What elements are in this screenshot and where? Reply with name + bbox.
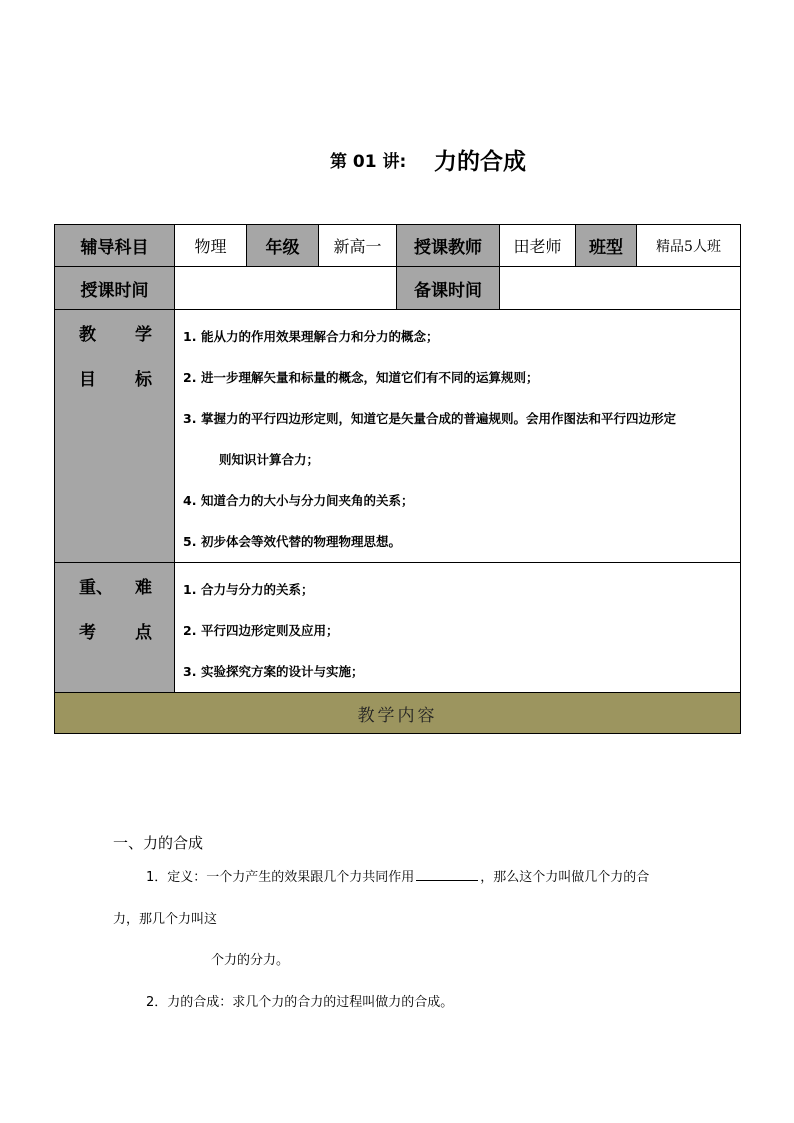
list-item: 1. 合力与分力的关系； [183, 582, 314, 597]
prep-time-label: 备课时间 [397, 267, 500, 310]
fill-in-blank [416, 868, 478, 881]
class-type-value: 精品5人班 [637, 225, 741, 267]
lesson-time-value [175, 267, 397, 310]
lecture-topic: 力的合成 [434, 149, 526, 175]
list-item: 2. 进一步理解矢量和标量的概念，知道它们有不同的运算规则； [183, 370, 539, 385]
section-title: 一、力的合成 [113, 834, 204, 852]
list-item: 4. 知道合力的大小与分力间夹角的关系； [183, 493, 414, 508]
objectives-label: 教 学 目 标 [55, 310, 175, 563]
keypoints-label: 重、 难 考 点 [55, 563, 175, 693]
teacher-value: 田老师 [500, 225, 576, 267]
list-item: 则知识计算合力； [219, 452, 320, 467]
table-row [55, 225, 741, 267]
lecture-title [0, 143, 794, 179]
list-item: 3. 实验探究方案的设计与实施； [183, 664, 364, 679]
grade-label: 年级 [247, 225, 319, 267]
subject-value: 物理 [175, 225, 247, 267]
lesson-info-table [54, 224, 741, 734]
objectives-row [55, 310, 741, 563]
list-item: 2. 平行四边形定则及应用； [183, 623, 339, 638]
definition-line: 1．定义：一个力产生的效果跟几个力共同作用 ，那么这个力叫做几个力的合 [146, 870, 650, 885]
keypoints-row [55, 563, 741, 693]
teacher-label: 授课教师 [397, 225, 500, 267]
subject-label: 辅导科目 [55, 225, 175, 267]
class-type-label: 班型 [576, 225, 637, 267]
table-row [55, 267, 741, 310]
lecture-number: 第 01 讲: [330, 152, 407, 172]
teaching-content-banner: 教学内容 [55, 693, 741, 734]
keypoints-list [175, 563, 741, 693]
objectives-list [175, 310, 741, 563]
definition-line-2: 力，那几个力叫这 [113, 912, 218, 927]
table-row [55, 693, 741, 734]
composition-definition: 2．力的合成：求几个力的合力的过程叫做力的合成。 [146, 995, 454, 1010]
list-item: 3. 掌握力的平行四边形定则，知道它是矢量合成的普遍规则。会用作图法和平行四边形定 [183, 411, 677, 426]
prep-time-value [500, 267, 741, 310]
list-item: 1. 能从力的作用效果理解合力和分力的概念； [183, 329, 439, 344]
list-item: 5. 初步体会等效代替的物理物理思想。 [183, 534, 402, 549]
definition-line-3: 个力的分力。 [211, 953, 290, 968]
grade-value: 新高一 [319, 225, 397, 267]
lesson-time-label: 授课时间 [55, 267, 175, 310]
